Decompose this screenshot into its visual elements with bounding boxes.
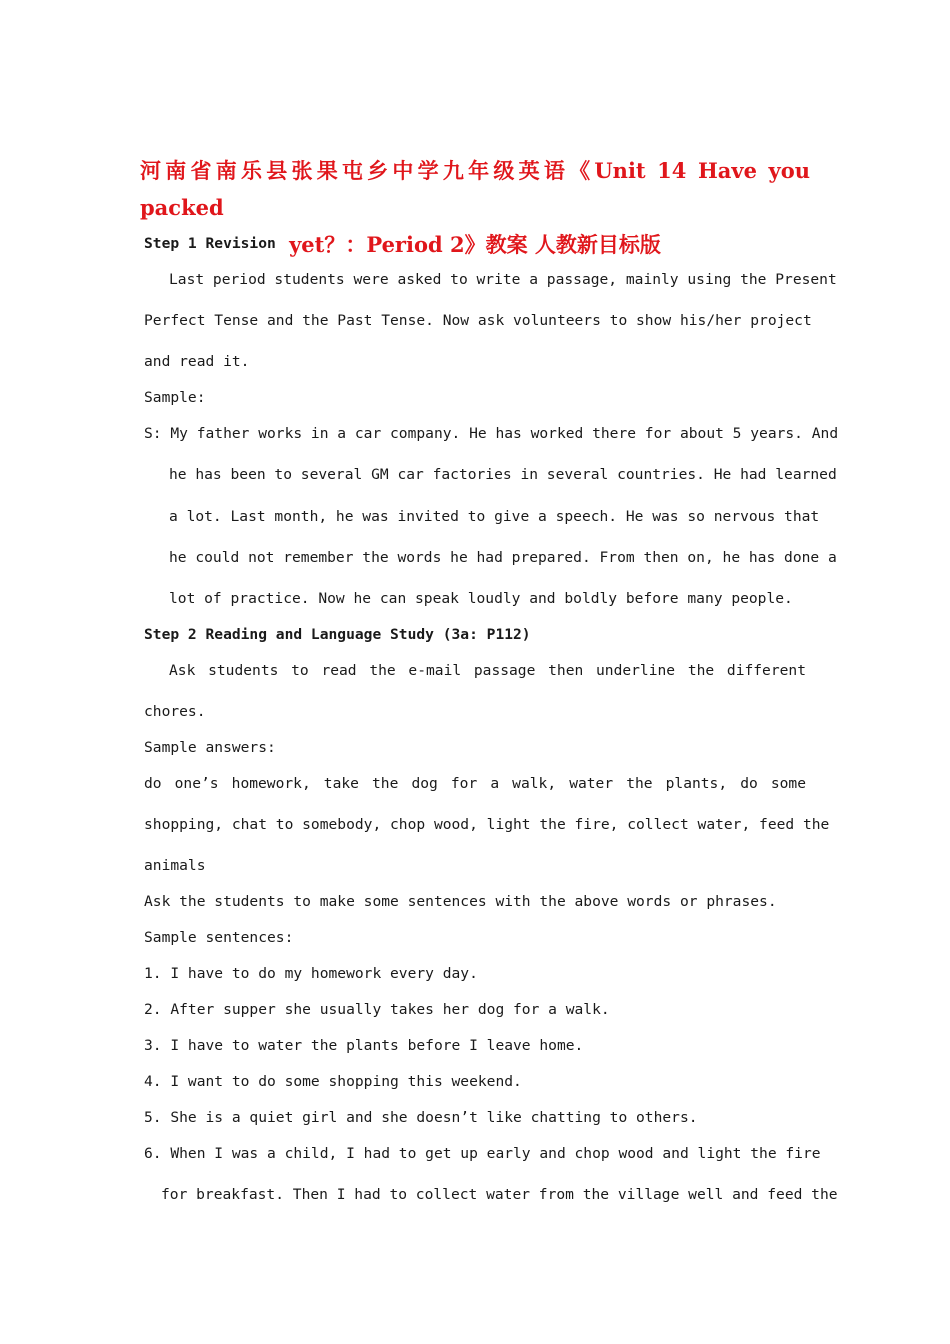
sentence-item: 4. I want to do some shopping this weekend. [144,1073,522,1090]
sample-label: Sample: [144,389,206,406]
sample-line: S: My father works in a car company. He has worked there for about 5 years. And [144,425,839,442]
step1-para-line: Last period students were asked to write a passage, mainly using the Present [169,271,837,288]
step2-para-line: chores. [144,703,206,720]
step1-para-line: and read it. [144,353,250,370]
answers-label: Sample answers: [144,739,276,756]
sample-line: he could not remember the words he had prepared. From then on, he has done a [169,549,837,566]
step2-para-line: Ask students to read the e-mail passage then underline the different [169,662,806,679]
sentence-item: 6. When I was a child, I had to get up early and chop wood and light the fire [144,1145,821,1162]
sentence-item: 5. She is a quiet girl and she doesn’t like chatting to others. [144,1109,698,1126]
title-line-2: yet？：Period 2》教案 人教新目标版 [289,232,661,257]
step1-heading: Step 1 Revision [144,235,276,252]
step1-para-line: Perfect Tense and the Past Tense. Now ask volunteers to show his/her project [144,312,812,329]
sample-line: lot of practice. Now he can speak loudly and boldly before many people. [169,590,793,607]
title-line-1: 河南省南乐县张果屯乡中学九年级英语《Unit 14 Have you packed [140,158,810,220]
sentence-item: 3. I have to water the plants before I leave home. [144,1037,584,1054]
answers-line: animals [144,857,206,874]
sentences-label: Sample sentences: [144,929,294,946]
instruction-line: Ask the students to make some sentences with the above words or phrases. [144,893,777,910]
answers-line: shopping, chat to somebody, chop wood, light the fire, collect water, feed the [144,816,830,833]
answers-line: do one’s homework, take the dog for a walk, water the plants, do some [144,775,806,792]
sample-line: a lot. Last month, he was invited to give a speech. He was so nervous that [169,508,820,525]
sentence-item: 1. I have to do my homework every day. [144,965,478,982]
step2-heading: Step 2 Reading and Language Study (3a: P112) [144,626,531,643]
sample-line: he has been to several GM car factories in several countries. He had learned [169,466,837,483]
sentence-item: 2. After supper she usually takes her dog for a walk. [144,1001,610,1018]
sentence-item: for breakfast. Then I had to collect water from the village well and feed the [161,1186,838,1203]
